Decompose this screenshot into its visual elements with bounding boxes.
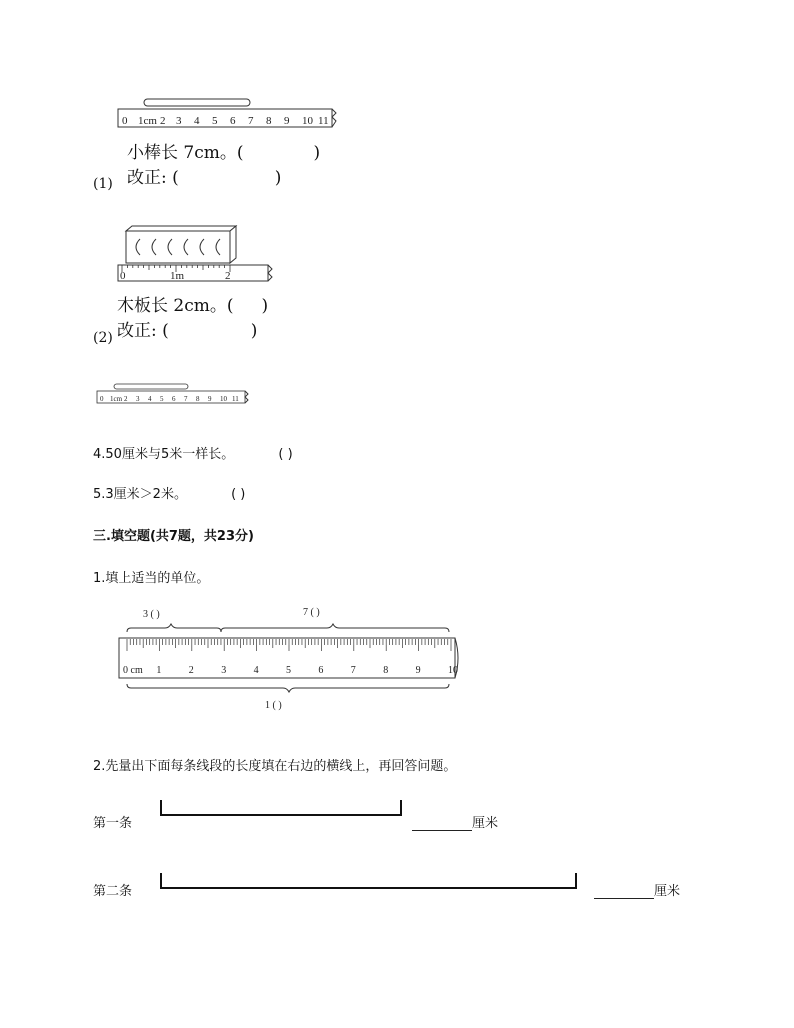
fill1-label-top-right: 7 ( ) bbox=[303, 607, 320, 618]
fill2-first-segment bbox=[155, 798, 405, 820]
fill1-ruler-number: 6 bbox=[318, 665, 324, 676]
fill1-ruler-number: 1 bbox=[156, 665, 162, 676]
q2-ruler-break bbox=[268, 265, 272, 281]
q1-correct-close: ) bbox=[274, 168, 282, 188]
q3-tick-label: 6 bbox=[172, 395, 176, 403]
fill1-brace-bottom bbox=[127, 684, 449, 692]
fill1-ruler-number: 3 bbox=[221, 665, 227, 676]
q2-number: (2) bbox=[93, 330, 113, 346]
fill1-ruler-number: 10 bbox=[448, 665, 458, 676]
fill2-first-blank[interactable] bbox=[412, 816, 472, 831]
q1-tick-label: 9 bbox=[284, 115, 290, 127]
q2-statement: 木板长 2cm。( bbox=[117, 296, 234, 316]
fill2-first-label: 第一条 bbox=[93, 816, 133, 831]
q2-tick-label: 1m bbox=[170, 270, 185, 282]
q2-tick-label: 0 bbox=[120, 270, 126, 282]
fill2-prompt: 2.先量出下面每条线段的长度填在右边的横线上，再回答问题。 bbox=[93, 759, 457, 774]
q1-stick bbox=[144, 99, 250, 106]
q1-close: ) bbox=[313, 143, 321, 163]
fill2-first-answer bbox=[412, 812, 498, 831]
q1-tick-label: 4 bbox=[194, 115, 200, 127]
q2-ruler-body bbox=[118, 265, 268, 281]
q1-tick-label: 1cm bbox=[138, 115, 157, 127]
fill2-second-segment bbox=[155, 871, 580, 893]
q3-tick-label: 11 bbox=[232, 395, 239, 403]
q3-tick-label: 8 bbox=[196, 395, 200, 403]
q2-ruler-svg bbox=[112, 225, 282, 290]
q3-tick-label: 7 bbox=[184, 395, 188, 403]
q2-tick-label: 2 bbox=[225, 270, 231, 282]
q3-tick-label: 9 bbox=[208, 395, 212, 403]
q1-ruler-svg bbox=[112, 95, 347, 135]
fill1-ruler-number: 7 bbox=[350, 665, 356, 676]
fill1-ruler-number: 8 bbox=[383, 665, 389, 676]
q3-tick-label: 2 bbox=[124, 395, 128, 403]
q1-statement-line bbox=[127, 138, 320, 163]
fill2-second-blank[interactable] bbox=[594, 884, 654, 899]
q1-tick-label: 3 bbox=[176, 115, 182, 127]
q1-statement: 小棒长 7cm。( bbox=[127, 143, 244, 163]
fill1-prompt: 1.填上适当的单位。 bbox=[93, 571, 210, 586]
q3-tick-label: 1cm bbox=[110, 395, 123, 403]
q2-correct-close: ) bbox=[250, 321, 258, 341]
q1-tick-label: 0 bbox=[122, 115, 128, 127]
q2-figure bbox=[112, 225, 282, 290]
q1-tick-label: 2 bbox=[160, 115, 166, 127]
fill2-second-answer bbox=[594, 880, 680, 899]
q5-line bbox=[93, 483, 245, 502]
q3-figure bbox=[94, 382, 254, 408]
fill2-second-unit: 厘米 bbox=[654, 884, 681, 899]
fill1-ruler-number: 4 bbox=[253, 665, 259, 676]
q1-correct: 改正: ( bbox=[127, 168, 179, 188]
fill2-second-label: 第二条 bbox=[93, 884, 133, 899]
q1-number: (1) bbox=[93, 176, 113, 192]
q4-text: 4.50厘米与5米一样长。 bbox=[93, 447, 235, 462]
q3-tick-label: 0 bbox=[100, 395, 104, 403]
q4-line bbox=[93, 443, 293, 462]
q2-correct: 改正: ( bbox=[117, 321, 169, 341]
q1-tick-label: 5 bbox=[212, 115, 218, 127]
q3-tick-label: 5 bbox=[160, 395, 164, 403]
q2-board-top bbox=[126, 226, 236, 231]
q3-ruler-break bbox=[245, 391, 248, 403]
q3-stick bbox=[114, 384, 188, 389]
q1-tick-label: 11 bbox=[318, 115, 329, 127]
section3-title: 三.填空题(共7题，共23分) bbox=[93, 529, 254, 544]
q1-ruler-break bbox=[332, 109, 336, 127]
q1-tick-label: 10 bbox=[302, 115, 313, 127]
q2-correct-line bbox=[117, 316, 257, 341]
fill1-label-top-left: 3 ( ) bbox=[143, 609, 160, 620]
fill1-ruler-svg bbox=[115, 600, 475, 720]
fill1-ruler-number: 2 bbox=[188, 665, 194, 676]
fill1-label-bottom: 1 ( ) bbox=[265, 700, 282, 711]
q2-board-side bbox=[230, 226, 236, 263]
fill2-first-unit: 厘米 bbox=[472, 816, 499, 831]
q3-tick-label: 3 bbox=[136, 395, 140, 403]
q3-ruler-svg bbox=[94, 382, 254, 408]
q3-tick-label: 10 bbox=[220, 395, 227, 403]
q2-statement-line bbox=[117, 291, 268, 316]
q5-paren: ( ) bbox=[231, 487, 246, 502]
fill1-ruler-number: 5 bbox=[286, 665, 291, 676]
q4-paren: ( ) bbox=[278, 447, 293, 462]
fill1-figure bbox=[115, 600, 475, 720]
fill1-brace-top-left bbox=[127, 624, 221, 632]
fill1-ruler-number: 9 bbox=[415, 665, 421, 676]
q2-close: ) bbox=[261, 296, 269, 316]
q1-tick-label: 8 bbox=[266, 115, 272, 127]
q1-correct-line bbox=[127, 163, 281, 188]
fill1-brace-top-right bbox=[221, 624, 449, 632]
q2-board-front bbox=[126, 231, 230, 263]
q1-tick-label: 6 bbox=[230, 115, 236, 127]
q1-tick-label: 7 bbox=[248, 115, 254, 127]
q3-tick-label: 4 bbox=[148, 395, 152, 403]
fill1-ruler-number: 0 cm bbox=[123, 665, 143, 676]
q5-text: 5.3厘米＞2米。 bbox=[93, 487, 187, 502]
